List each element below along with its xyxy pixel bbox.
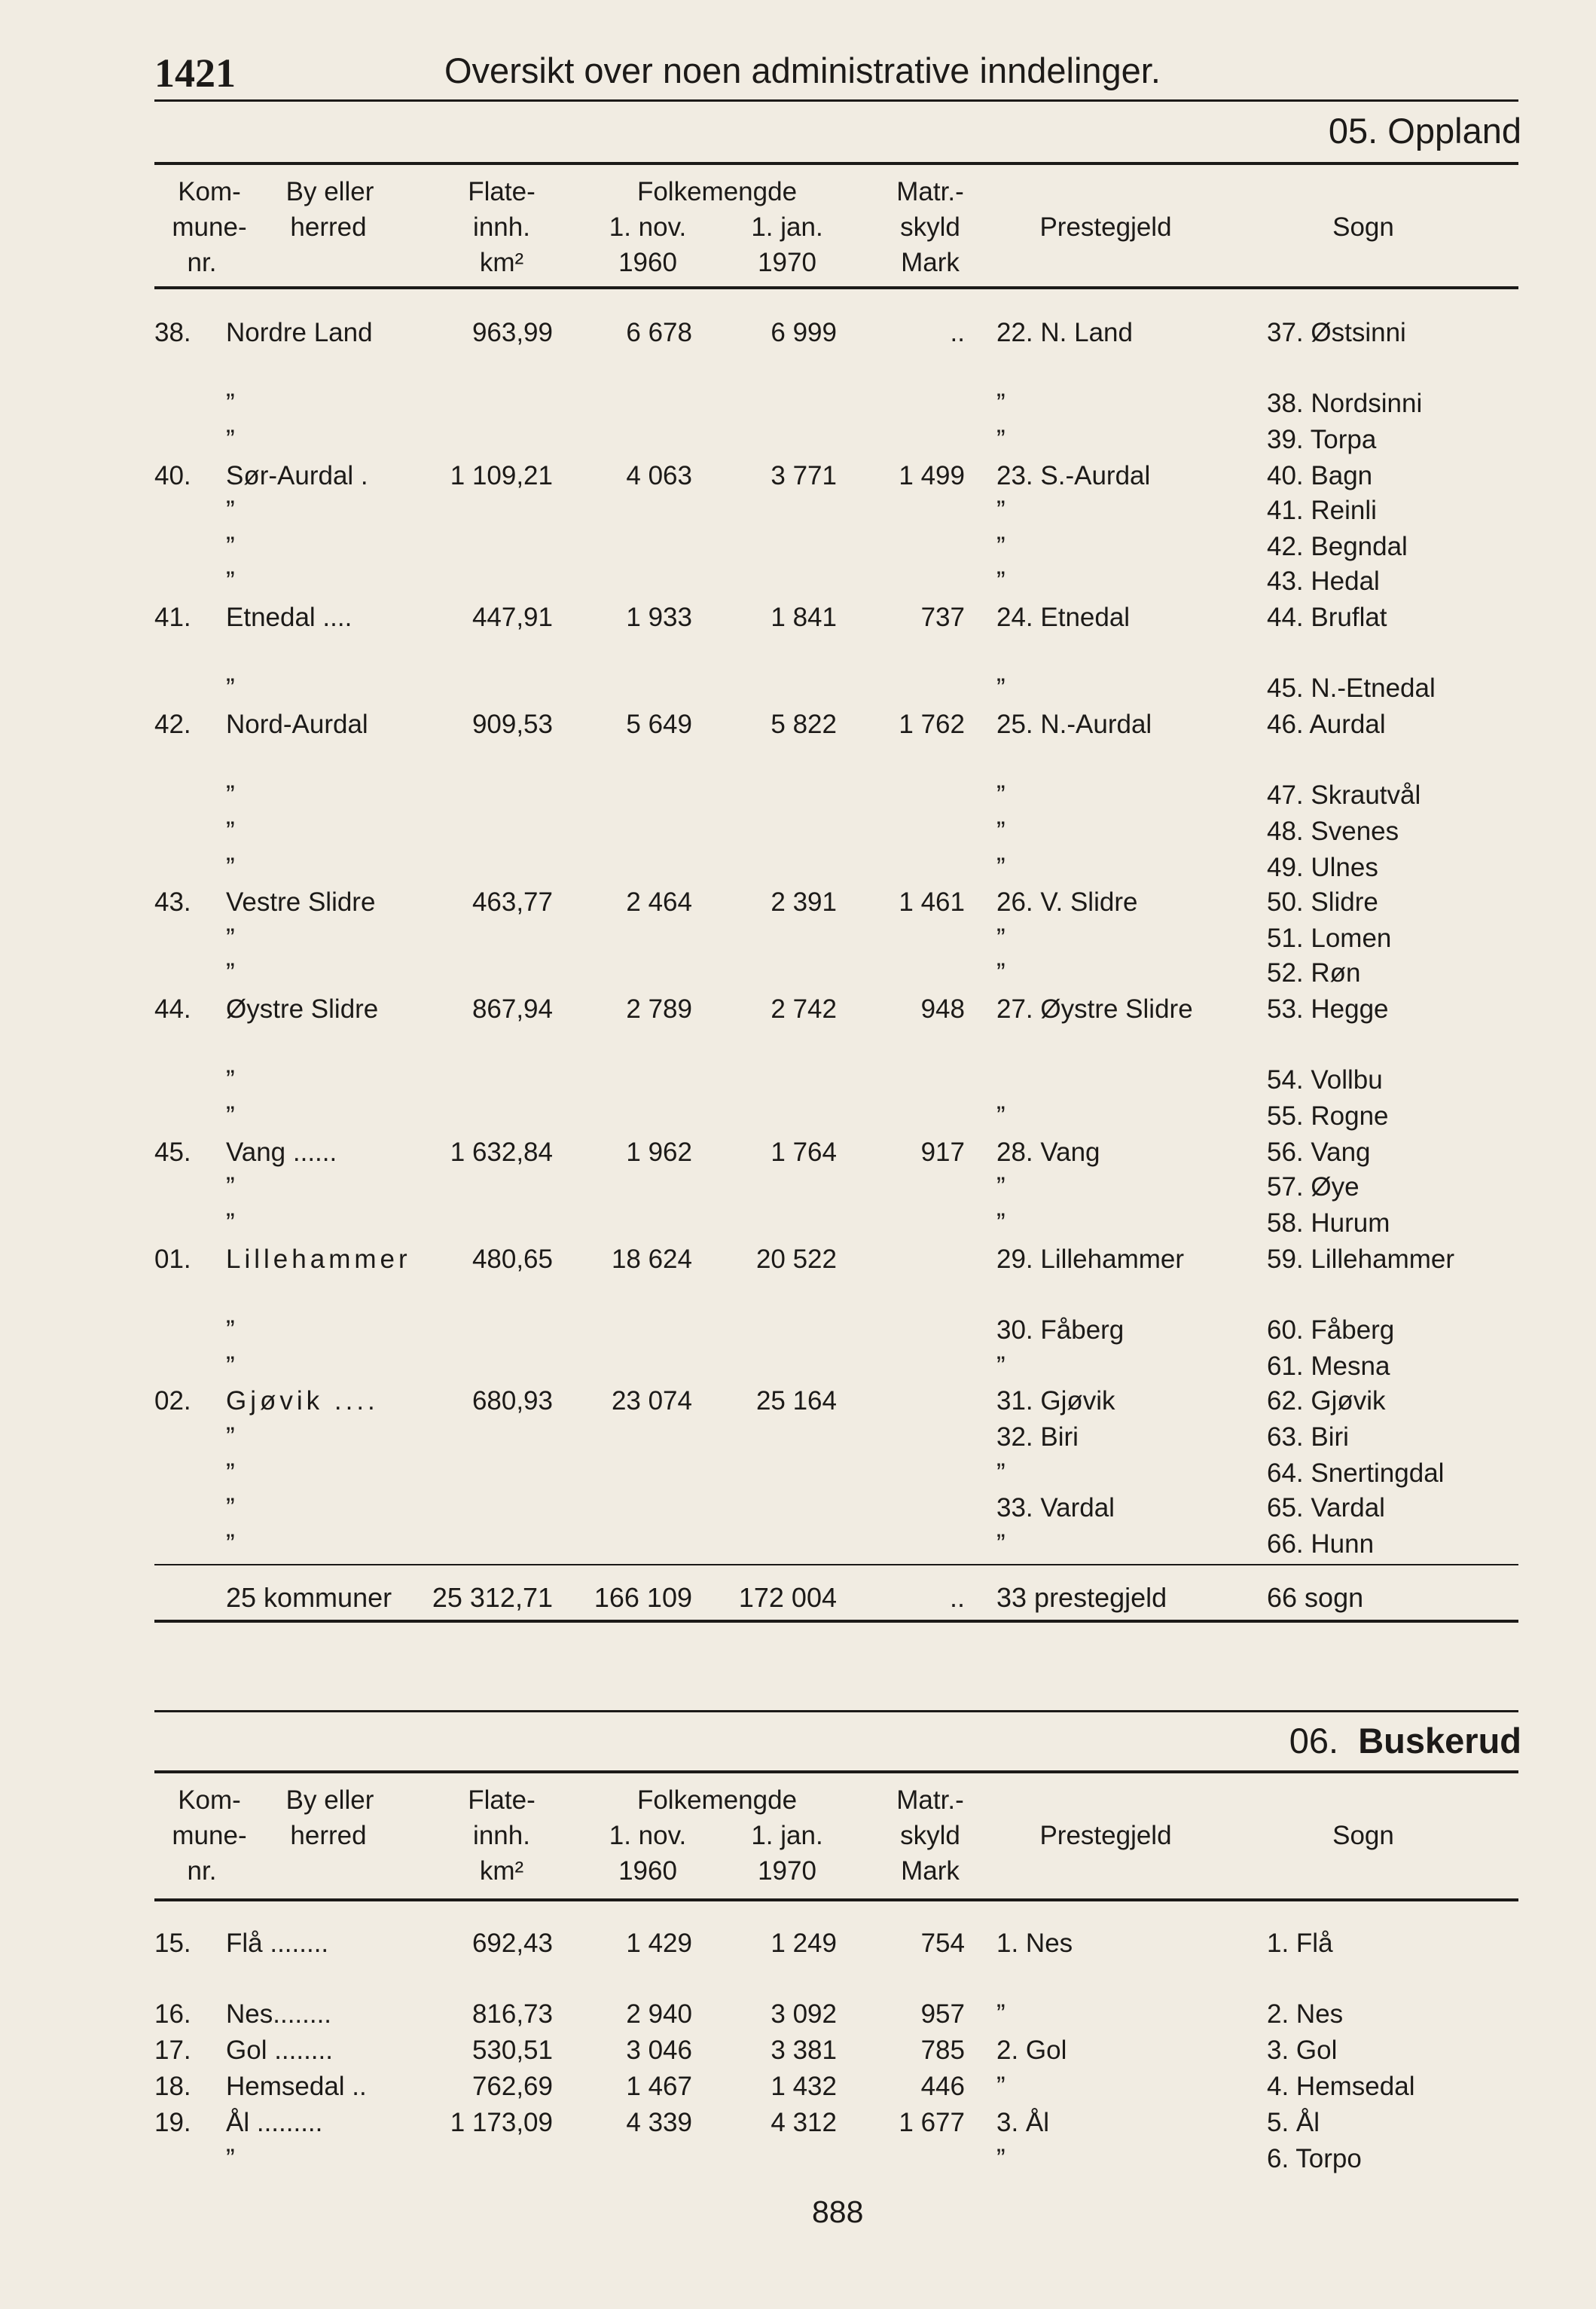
row-prestegjeld: ” [996, 425, 1006, 454]
row-area: 530,51 [471, 2036, 553, 2065]
row-area: 963,99 [471, 318, 553, 347]
row-sogn: 61. Mesna [1267, 1351, 1390, 1381]
row-name: Sør-Aurdal . [226, 461, 368, 490]
table-row [0, 1135, 1596, 1170]
row-sogn: 63. Biri [1267, 1422, 1349, 1452]
row-p1970: 4 312 [771, 2108, 837, 2137]
row-prestegjeld: ” [996, 1458, 1006, 1488]
row-name: ” [226, 673, 235, 703]
table-row [0, 2141, 1596, 2176]
row-area: 1 109,21 [450, 461, 553, 490]
row-p1970: 1 249 [771, 1929, 837, 1958]
row-matr: 446 [920, 2072, 965, 2101]
county-name: Buskerud [1358, 1721, 1521, 1761]
row-nr: 15. [154, 1929, 191, 1958]
row-p1960: 23 074 [611, 1386, 692, 1416]
row-nr: 44. [154, 994, 191, 1024]
row-name: ” [226, 1351, 235, 1381]
table-row [0, 707, 1596, 742]
row-name: ” [226, 1422, 235, 1452]
table-row [0, 1348, 1596, 1384]
row-p1970: 20 522 [755, 1245, 837, 1274]
row-name: ” [226, 2144, 235, 2173]
row-prestegjeld: ” [996, 1101, 1006, 1131]
header-flate: km² [479, 1856, 524, 1886]
row-name: ” [226, 1172, 235, 1202]
total-matr: .. [949, 1582, 965, 1613]
row-sogn: 41. Reinli [1267, 496, 1377, 525]
header-by-herred: herred [290, 212, 367, 242]
row-area: 463,77 [471, 887, 553, 917]
row-p1960: 1 429 [626, 1929, 692, 1958]
header-sogn: Sogn [1332, 212, 1394, 242]
row-name: Nordre Land [226, 318, 373, 347]
row-area: 680,93 [471, 1386, 553, 1416]
row-sogn: 49. Ulnes [1267, 853, 1378, 882]
row-prestegjeld: 31. Gjøvik [996, 1386, 1115, 1416]
section1-total-row [0, 1580, 1596, 1615]
header-nov1960: 1960 [618, 1856, 677, 1886]
county-heading-oppland: 05. Oppland [1328, 111, 1521, 151]
row-prestegjeld: 3. Ål [996, 2108, 1050, 2137]
section1-end-rule [154, 1620, 1518, 1623]
header-nov1960: 1. nov. [609, 1821, 687, 1850]
row-name: ” [226, 1101, 235, 1131]
row-sogn: 56. Vang [1267, 1138, 1371, 1167]
total-sogn: 66 sogn [1267, 1582, 1364, 1613]
row-p1970: 1 764 [771, 1138, 837, 1167]
row-name: ” [226, 853, 235, 882]
row-prestegjeld: ” [996, 1172, 1006, 1202]
table-row [0, 955, 1596, 991]
row-prestegjeld: ” [996, 924, 1006, 953]
row-prestegjeld: ” [996, 389, 1006, 418]
row-p1960: 2 789 [626, 994, 692, 1024]
row-name: Gol ........ [226, 2036, 333, 2065]
row-name: ” [226, 1529, 235, 1559]
table-row [0, 493, 1596, 528]
top-rule [154, 99, 1518, 102]
table-row [0, 1526, 1596, 1562]
row-p1960: 5 649 [626, 710, 692, 739]
row-matr: 1 461 [899, 887, 965, 917]
row-prestegjeld: 1. Nes [996, 1929, 1073, 1958]
table-row [0, 600, 1596, 635]
table-row [0, 315, 1596, 350]
row-nr: 45. [154, 1138, 191, 1167]
header-kommune-nr: nr. [187, 248, 217, 277]
row-matr: .. [950, 318, 965, 347]
row-p1970: 5 822 [771, 710, 837, 739]
row-p1960: 18 624 [611, 1245, 692, 1274]
total-p1970: 172 004 [738, 1582, 837, 1613]
table-row [0, 529, 1596, 564]
row-matr: 1 762 [899, 710, 965, 739]
table-row [0, 850, 1596, 885]
header-folkemengde: Folkemengde [636, 177, 798, 206]
row-p1970: 3 092 [771, 1999, 837, 2029]
row-matr: 917 [920, 1138, 965, 1167]
header-flate: innh. [473, 212, 530, 242]
table-row [0, 1098, 1596, 1134]
row-matr: 737 [920, 603, 965, 632]
row-name: Hemsedal .. [226, 2072, 367, 2101]
row-sogn: 3. Gol [1267, 2036, 1338, 2065]
table-row [0, 1169, 1596, 1205]
row-sogn: 53. Hegge [1267, 994, 1389, 1024]
table-row [0, 1383, 1596, 1419]
total-p1960: 166 109 [594, 1582, 692, 1613]
row-prestegjeld: 30. Fåberg [996, 1315, 1125, 1345]
row-prestegjeld: ” [996, 496, 1006, 525]
header-by-herred: By eller [285, 1785, 374, 1815]
row-sogn: 4. Hemsedal [1267, 2072, 1415, 2101]
row-prestegjeld: ” [996, 780, 1006, 810]
row-area: 447,91 [471, 603, 553, 632]
row-name: Vang ...... [226, 1138, 337, 1167]
row-name: ” [226, 958, 235, 988]
header-kommune-nr: mune- [172, 212, 247, 242]
table-row [0, 1312, 1596, 1348]
header-jan1970: 1970 [758, 1856, 816, 1886]
section2-head-top-rule [154, 1770, 1518, 1773]
table-row [0, 564, 1596, 599]
header-matr: Mark [901, 1856, 960, 1886]
row-name: ” [226, 496, 235, 525]
row-name: ” [226, 425, 235, 454]
row-p1960: 4 339 [626, 2108, 692, 2137]
table-row [0, 1205, 1596, 1241]
section1-total-rule [154, 1564, 1518, 1565]
row-p1960: 4 063 [626, 461, 692, 490]
row-name: Lillehammer [226, 1245, 411, 1274]
header-flate: Flate- [468, 1785, 536, 1815]
row-prestegjeld: 26. V. Slidre [996, 887, 1138, 917]
row-name: ” [226, 567, 235, 596]
row-sogn: 48. Svenes [1267, 817, 1399, 846]
row-p1960: 1 962 [626, 1138, 692, 1167]
row-prestegjeld: 32. Biri [996, 1422, 1079, 1452]
row-sogn: 47. Skrautvål [1267, 780, 1421, 810]
row-sogn: 52. Røn [1267, 958, 1361, 988]
row-prestegjeld: ” [996, 1999, 1006, 2029]
row-sogn: 58. Hurum [1267, 1208, 1390, 1238]
row-sogn: 5. Ål [1267, 2108, 1320, 2137]
row-p1970: 2 742 [771, 994, 837, 1024]
row-nr: 02. [154, 1386, 191, 1416]
section1-head-bottom-rule [154, 286, 1518, 289]
header-flate: km² [479, 248, 524, 277]
row-sogn: 54. Vollbu [1267, 1065, 1383, 1095]
row-name: Flå ........ [226, 1929, 329, 1958]
row-prestegjeld: 33. Vardal [996, 1493, 1115, 1523]
table-row [0, 422, 1596, 457]
row-name: Øystre Slidre [226, 994, 379, 1024]
row-sogn: 43. Hedal [1267, 567, 1380, 596]
row-name: ” [226, 817, 235, 846]
row-sogn: 39. Torpa [1267, 425, 1377, 454]
row-name: Etnedal .... [226, 603, 352, 632]
header-by-herred: By eller [285, 177, 374, 206]
row-matr: 754 [920, 1929, 965, 1958]
row-sogn: 55. Rogne [1267, 1101, 1389, 1131]
row-sogn: 62. Gjøvik [1267, 1386, 1386, 1416]
row-prestegjeld: 2. Gol [996, 2036, 1067, 2065]
row-area: 1 632,84 [450, 1138, 553, 1167]
row-name: Ål ......... [226, 2108, 323, 2137]
header-kommune-nr: nr. [187, 1856, 217, 1886]
row-nr: 41. [154, 603, 191, 632]
row-prestegjeld: 23. S.-Aurdal [996, 461, 1151, 490]
row-nr: 19. [154, 2108, 191, 2137]
row-area: 816,73 [471, 1999, 553, 2029]
row-name: ” [226, 780, 235, 810]
table-row [0, 921, 1596, 956]
row-name: Gjøvik .... [226, 1386, 379, 1416]
row-prestegjeld: ” [996, 817, 1006, 846]
row-sogn: 59. Lillehammer [1267, 1245, 1454, 1274]
row-p1970: 25 164 [755, 1386, 837, 1416]
row-nr: 17. [154, 2036, 191, 2065]
row-prestegjeld: ” [996, 1208, 1006, 1238]
row-p1960: 1 933 [626, 603, 692, 632]
table-row [0, 386, 1596, 421]
table-row [0, 1242, 1596, 1277]
page-number: 888 [812, 2194, 864, 2229]
header-jan1970: 1. jan. [751, 212, 823, 242]
row-p1960: 3 046 [626, 2036, 692, 2065]
section1-head-top-rule [154, 162, 1518, 165]
table-row [0, 777, 1596, 813]
row-sogn: 60. Fåberg [1267, 1315, 1395, 1345]
row-name: Nes........ [226, 1999, 332, 2029]
row-sogn: 38. Nordsinni [1267, 389, 1423, 418]
row-prestegjeld: 28. Vang [996, 1138, 1100, 1167]
row-p1970: 3 381 [771, 2036, 837, 2065]
row-nr: 38. [154, 318, 191, 347]
table-row [0, 1419, 1596, 1455]
table-row [0, 458, 1596, 493]
row-prestegjeld: ” [996, 673, 1006, 703]
row-nr: 16. [154, 1999, 191, 2029]
row-p1960: 2 940 [626, 1999, 692, 2029]
row-name: ” [226, 532, 235, 561]
row-name: ” [226, 389, 235, 418]
row-area: 909,53 [471, 710, 553, 739]
total-prest: 33 prestegjeld [996, 1582, 1167, 1613]
row-p1970: 6 999 [771, 318, 837, 347]
row-p1970: 3 771 [771, 461, 837, 490]
row-p1970: 1 432 [771, 2072, 837, 2101]
row-prestegjeld: ” [996, 532, 1006, 561]
row-prestegjeld: 27. Øystre Slidre [996, 994, 1193, 1024]
header-flate: innh. [473, 1821, 530, 1850]
row-matr: 948 [920, 994, 965, 1024]
row-nr: 18. [154, 2072, 191, 2101]
row-area: 1 173,09 [450, 2108, 553, 2137]
table-row [0, 1926, 1596, 1961]
header-folkemengde: Folkemengde [636, 1785, 798, 1815]
row-p1960: 6 678 [626, 318, 692, 347]
header-prestegjeld: Prestegjeld [1039, 1821, 1172, 1850]
row-p1960: 1 467 [626, 2072, 692, 2101]
table-row [0, 2069, 1596, 2104]
row-area: 692,43 [471, 1929, 553, 1958]
county-heading-buskerud [1289, 1720, 1521, 1761]
row-sogn: 50. Slidre [1267, 887, 1378, 917]
row-name: Vestre Slidre [226, 887, 376, 917]
header-sogn: Sogn [1332, 1821, 1394, 1850]
row-nr: 40. [154, 461, 191, 490]
row-sogn: 2. Nes [1267, 1999, 1344, 2029]
header-matr: Mark [901, 248, 960, 277]
header-matr: skyld [900, 1821, 960, 1850]
row-nr: 01. [154, 1245, 191, 1274]
header-flate: Flate- [468, 177, 536, 206]
row-sogn: 51. Lomen [1267, 924, 1392, 953]
row-prestegjeld: 24. Etnedal [996, 603, 1131, 632]
row-sogn: 66. Hunn [1267, 1529, 1375, 1559]
row-name: ” [226, 1315, 235, 1345]
row-sogn: 57. Øye [1267, 1172, 1359, 1202]
row-prestegjeld: ” [996, 2072, 1006, 2101]
table-row [0, 2105, 1596, 2140]
table-row [0, 814, 1596, 849]
table-row [0, 2033, 1596, 2068]
row-p1970: 1 841 [771, 603, 837, 632]
county-code: 06. [1289, 1721, 1339, 1761]
row-area: 762,69 [471, 2072, 553, 2101]
running-title: Oversikt over noen administrative inndelinger. [444, 50, 1161, 90]
total-label: 25 kommuner [226, 1582, 392, 1613]
row-prestegjeld: ” [996, 567, 1006, 596]
header-by-herred: herred [290, 1821, 367, 1850]
table-row [0, 884, 1596, 920]
row-sogn: 37. Østsinni [1267, 318, 1406, 347]
page-left-number: 1421 [154, 50, 236, 96]
header-matr: Matr.- [896, 1785, 964, 1815]
row-name: ” [226, 924, 235, 953]
header-kommune-nr: Kom- [178, 1785, 241, 1815]
row-prestegjeld: ” [996, 2144, 1006, 2173]
row-name: ” [226, 1458, 235, 1488]
row-prestegjeld: ” [996, 1351, 1006, 1381]
row-sogn: 6. Torpo [1267, 2144, 1362, 2173]
row-name: Nord-Aurdal [226, 710, 368, 739]
row-sogn: 40. Bagn [1267, 461, 1373, 490]
table-row [0, 991, 1596, 1027]
row-name: ” [226, 1493, 235, 1523]
header-prestegjeld: Prestegjeld [1039, 212, 1172, 242]
row-sogn: 42. Begndal [1267, 532, 1408, 561]
total-area: 25 312,71 [432, 1582, 553, 1613]
row-p1970: 2 391 [771, 887, 837, 917]
table-row [0, 1455, 1596, 1491]
section2-top-rule [154, 1710, 1518, 1712]
header-matr: skyld [900, 212, 960, 242]
table-row [0, 670, 1596, 706]
row-sogn: 64. Snertingdal [1267, 1458, 1445, 1488]
row-name: ” [226, 1065, 235, 1095]
row-sogn: 45. N.-Etnedal [1267, 673, 1436, 703]
row-area: 867,94 [471, 994, 553, 1024]
row-prestegjeld: 25. N.-Aurdal [996, 710, 1152, 739]
header-jan1970: 1. jan. [751, 1821, 823, 1850]
row-matr: 1 499 [899, 461, 965, 490]
header-kommune-nr: Kom- [178, 177, 241, 206]
header-nov1960: 1. nov. [609, 212, 687, 242]
header-nov1960: 1960 [618, 248, 677, 277]
row-area: 480,65 [471, 1245, 553, 1274]
table-row [0, 1996, 1596, 2032]
table-row [0, 1062, 1596, 1098]
row-sogn: 1. Flå [1267, 1929, 1333, 1958]
row-sogn: 44. Bruflat [1267, 603, 1387, 632]
section2-head-bottom-rule [154, 1898, 1518, 1901]
row-prestegjeld: 22. N. Land [996, 318, 1133, 347]
row-p1960: 2 464 [626, 887, 692, 917]
row-prestegjeld: ” [996, 1529, 1006, 1559]
header-matr: Matr.- [896, 177, 964, 206]
row-nr: 43. [154, 887, 191, 917]
row-matr: 785 [920, 2036, 965, 2065]
row-prestegjeld: 29. Lillehammer [996, 1245, 1184, 1274]
row-prestegjeld: ” [996, 853, 1006, 882]
row-matr: 1 677 [899, 2108, 965, 2137]
row-matr: 957 [920, 1999, 965, 2029]
header-kommune-nr: mune- [172, 1821, 247, 1850]
row-name: ” [226, 1208, 235, 1238]
header-jan1970: 1970 [758, 248, 816, 277]
row-sogn: 65. Vardal [1267, 1493, 1385, 1523]
table-row [0, 1490, 1596, 1526]
row-prestegjeld: ” [996, 958, 1006, 988]
row-nr: 42. [154, 710, 191, 739]
row-sogn: 46. Aurdal [1267, 710, 1386, 739]
